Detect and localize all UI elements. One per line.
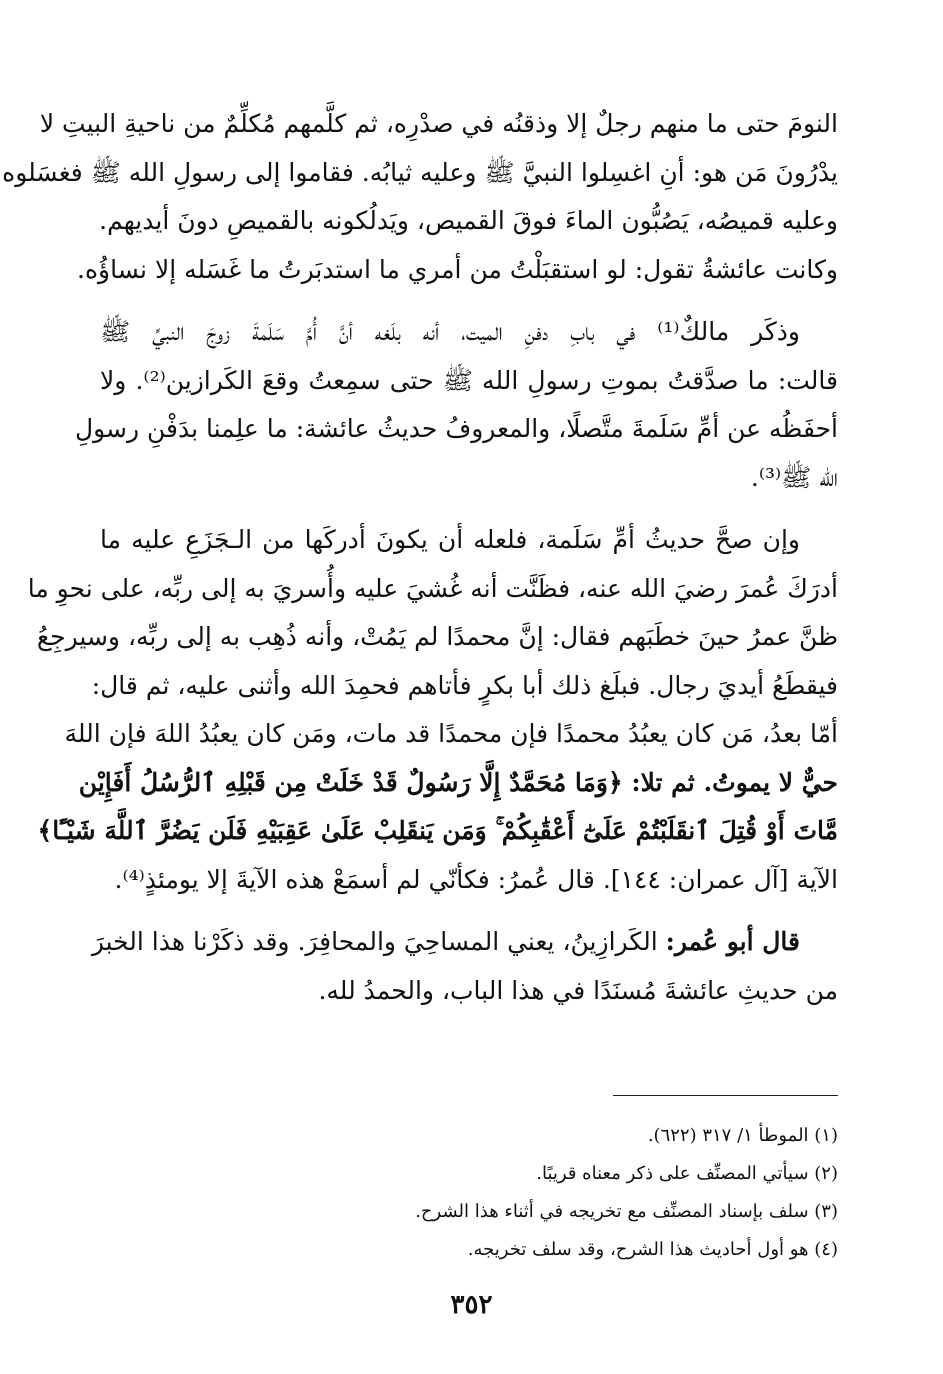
footnotes [100,1117,838,1269]
text-segment: الكَرازِينُ، يعني المساحِيَ والمحافِرَ. وقد ذكَرْنا هذا الخبرَ [91,927,666,956]
text-line: أحفَظُه عن أمِّ سَلَمةَ متَّصلًا، والمعروفُ حديثُ عائشة: ما علِمنا بدَفْنِ رسولِ [74,414,838,443]
footnote: (٢) سيأتي المصنِّف على ذكر معناه قريبًا. [536,1163,838,1184]
main-text [2,100,838,1029]
paragraph-4 [91,918,838,1015]
text-line: وذكَر مالكٌ⁽¹⁾ في بابِ دفنِ الميت، أنه بلَغه أنَّ أُمَّ سَلَمةَ زوجَ النبيِّ ﷺ [100,317,801,346]
footnote: (٤) هو أول أحاديث هذا الشرح، وقد سلف تخريجه. [467,1239,838,1260]
speaker-label: قال أبو عُمر: [665,927,800,956]
paragraph-1 [2,100,838,294]
paragraph-2 [74,308,838,502]
text-line: فيقطَعُ أيديَ رجال. فبلَغ ذلك أبا بكرٍ فأتاهم فحمِدَ الله وأثنى عليه، ثم قال: [91,670,838,700]
quran-verse-line: مَّاتَ أَوْ قُتِلَ ٱنقَلَبْتُمْ عَلَىٰٓ أَعْقَٰبِكُمْ ۚ وَمَن يَنقَلِبْ عَلَىٰ عَقِبَيْهِ فَلَن يَضُرَّ ٱللَّهَ شَيْـًٔا﴾ [37,816,838,845]
text-line [91,918,838,967]
text-line: النومَ حتى ما منهم رجلٌ إلا وذقنُه في صدْرِه، ثم كلَّمهم مُكلِّمٌ من ناحيةِ البيتِ لا [39,109,838,138]
footnote: (٣) سلف بإسناد المصنِّف مع تخريجه في أثناء هذا الشرح. [415,1201,838,1222]
text-line: أمّا بعدُ، مَن كان يعبُدُ محمدًا فإن محمدًا قد مات، ومَن كان يعبُدُ اللهَ فإن اللهَ [64,719,838,748]
page-number: ٣٥٢ [450,1290,493,1320]
footnote-divider [613,1095,838,1096]
text-line: ظنَّ عمرُ حينَ خطَبَهم فقال: إنَّ محمدًا لم يَمُتْ، وأنه ذُهِب به إلى ربِّه، وسيرجِعُ [36,622,838,651]
text-line: أدرَكَ عُمرَ رضيَ الله عنه، فظَنَّت أنه غُشيَ عليه وأُسريَ به إلى ربِّه، على نحوِ ما [27,573,838,603]
quran-verse-line: حيٌّ لا يموتُ. ثم تلا: ﴿وَمَا مُحَمَّدٌ إِلَّا رَسُولٌ قَدْ خَلَتْ مِن قَبْلِهِ ٱلرُّسُلُ أَفَإِيْن [78,767,838,797]
text-line: الآية [آل عمران: ١٤٤]. قال عُمرُ: فكأنّي لم أسمَعْ هذه الآيةَ إلا يومئذٍ⁽⁴⁾. [114,864,838,894]
text-line: الله ﷺ⁽³⁾. [750,462,838,492]
text-line: يدْرُونَ مَن هو: أنِ اغسِلوا النبيَّ ﷺ وعليه ثيابُه. فقاموا إلى رسولِ الله ﷺ فغسَلوه [2,157,838,187]
text-line: وكانت عائشةُ تقول: لو استقبَلْتُ من أمري ما استدبَرتُ ما غَسَله إلا نساؤُه. [77,254,838,284]
text-line: وعليه قميصُه، يَصُبُّون الماءَ فوقَ القميص، ويَدلُكونه بالقميصِ دونَ أيديهم. [99,206,838,235]
paragraph-3 [27,516,838,904]
text-line: قالت: ما صدَّقتُ بموتِ رسولِ الله ﷺ حتى سمِعتُ وقعَ الكَرازين⁽²⁾. ولا [100,365,838,395]
text-line: وإن صحَّ حديثُ أمِّ سَلَمة، فلعله أن يكونَ أدركَها من الـجَزَعِ عليه ما [100,525,800,554]
text-line: من حديثِ عائشةَ مُسنَدًا في هذا الباب، والحمدُ لله. [318,975,838,1005]
footnote: (١) الموطأ ١/ ٣١٧ (٦٢٢). [647,1125,838,1146]
